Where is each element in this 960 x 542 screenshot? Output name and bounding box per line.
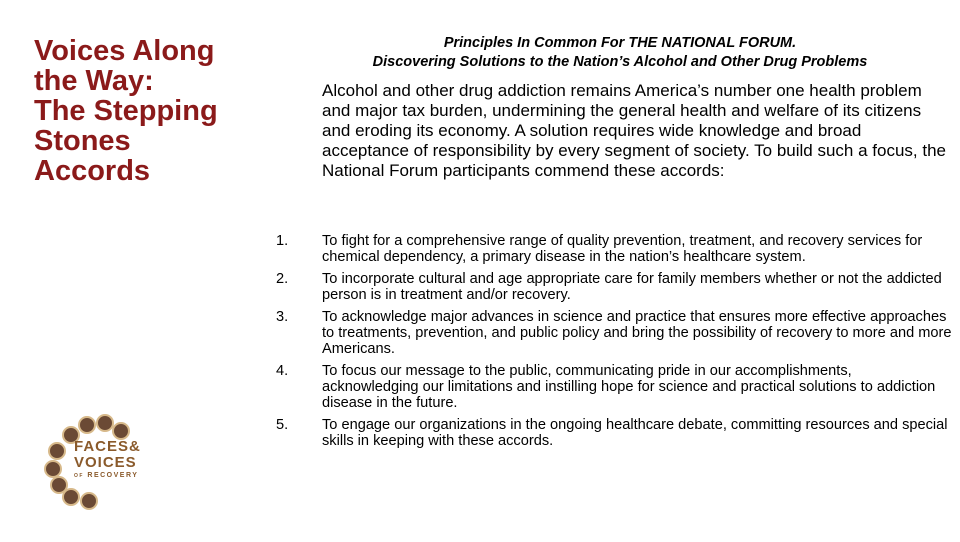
portrait-dot xyxy=(78,416,96,434)
list-item xyxy=(276,233,952,265)
item-number: 1. xyxy=(276,233,289,249)
faces-voices-logo xyxy=(40,412,160,512)
logo-faces: FACES& xyxy=(74,438,141,455)
portrait-dot xyxy=(62,488,80,506)
forum-header xyxy=(280,34,960,72)
header-line-1: Principles In Common For THE NATIONAL FORUM. xyxy=(443,35,797,51)
item-number: 3. xyxy=(276,309,289,325)
item-number: 2. xyxy=(276,271,289,287)
list-item xyxy=(276,417,952,449)
list-item xyxy=(276,271,952,303)
list-item xyxy=(276,363,952,411)
intro-paragraph: Alcohol and other drug addiction remains America’s number one health problem and major tax burden, undermining the general health and welfare of its citizens and eroding its economy. A solution requires wide knowledge and broad acceptance of responsibility by every segment of society. To build such a focus, the National Forum participants commend these accords: xyxy=(322,81,946,180)
title-line: Accords xyxy=(34,155,151,187)
logo-voices: VOICES xyxy=(74,454,137,471)
slide-title xyxy=(34,36,264,186)
logo-recovery xyxy=(74,471,141,481)
logo-of: OF xyxy=(74,473,84,479)
accords-list xyxy=(276,233,952,455)
list-item xyxy=(276,309,952,357)
logo-text xyxy=(74,439,141,481)
item-text: To fight for a comprehensive range of quality prevention, treatment, and recovery services for chemical dependency, a primary disease in the nation’s healthcare system. xyxy=(322,233,923,265)
portrait-dot xyxy=(80,492,98,510)
item-number: 4. xyxy=(276,363,289,379)
item-number: 5. xyxy=(276,417,289,433)
item-text: To incorporate cultural and age appropriate care for family members whether or not the addicted person is in treatment and/or recovery. xyxy=(322,271,942,303)
title-line: The Stepping xyxy=(34,95,218,127)
title-line: Voices Along xyxy=(34,35,215,67)
item-text: To engage our organizations in the ongoing healthcare debate, committing resources and special skills in keeping with these accords. xyxy=(322,417,948,449)
item-text: To acknowledge major advances in science and practice that ensures more effective approaches to treatments, prevention, and public policy and bring the possibility of recovery to more and more Americans. xyxy=(322,309,952,357)
portrait-dot xyxy=(48,442,66,460)
title-line: the Way: xyxy=(34,65,154,97)
logo-recovery-word: RECOVERY xyxy=(87,472,139,479)
header-line-2: Discovering Solutions to the Nation’s Alcohol and Other Drug Problems xyxy=(372,54,868,70)
title-line: Stones xyxy=(34,125,131,157)
item-text: To focus our message to the public, communicating pride in our accomplishments, acknowledging our limitations and instilling hope for science and practical solutions to addiction disease in the future. xyxy=(322,363,936,411)
